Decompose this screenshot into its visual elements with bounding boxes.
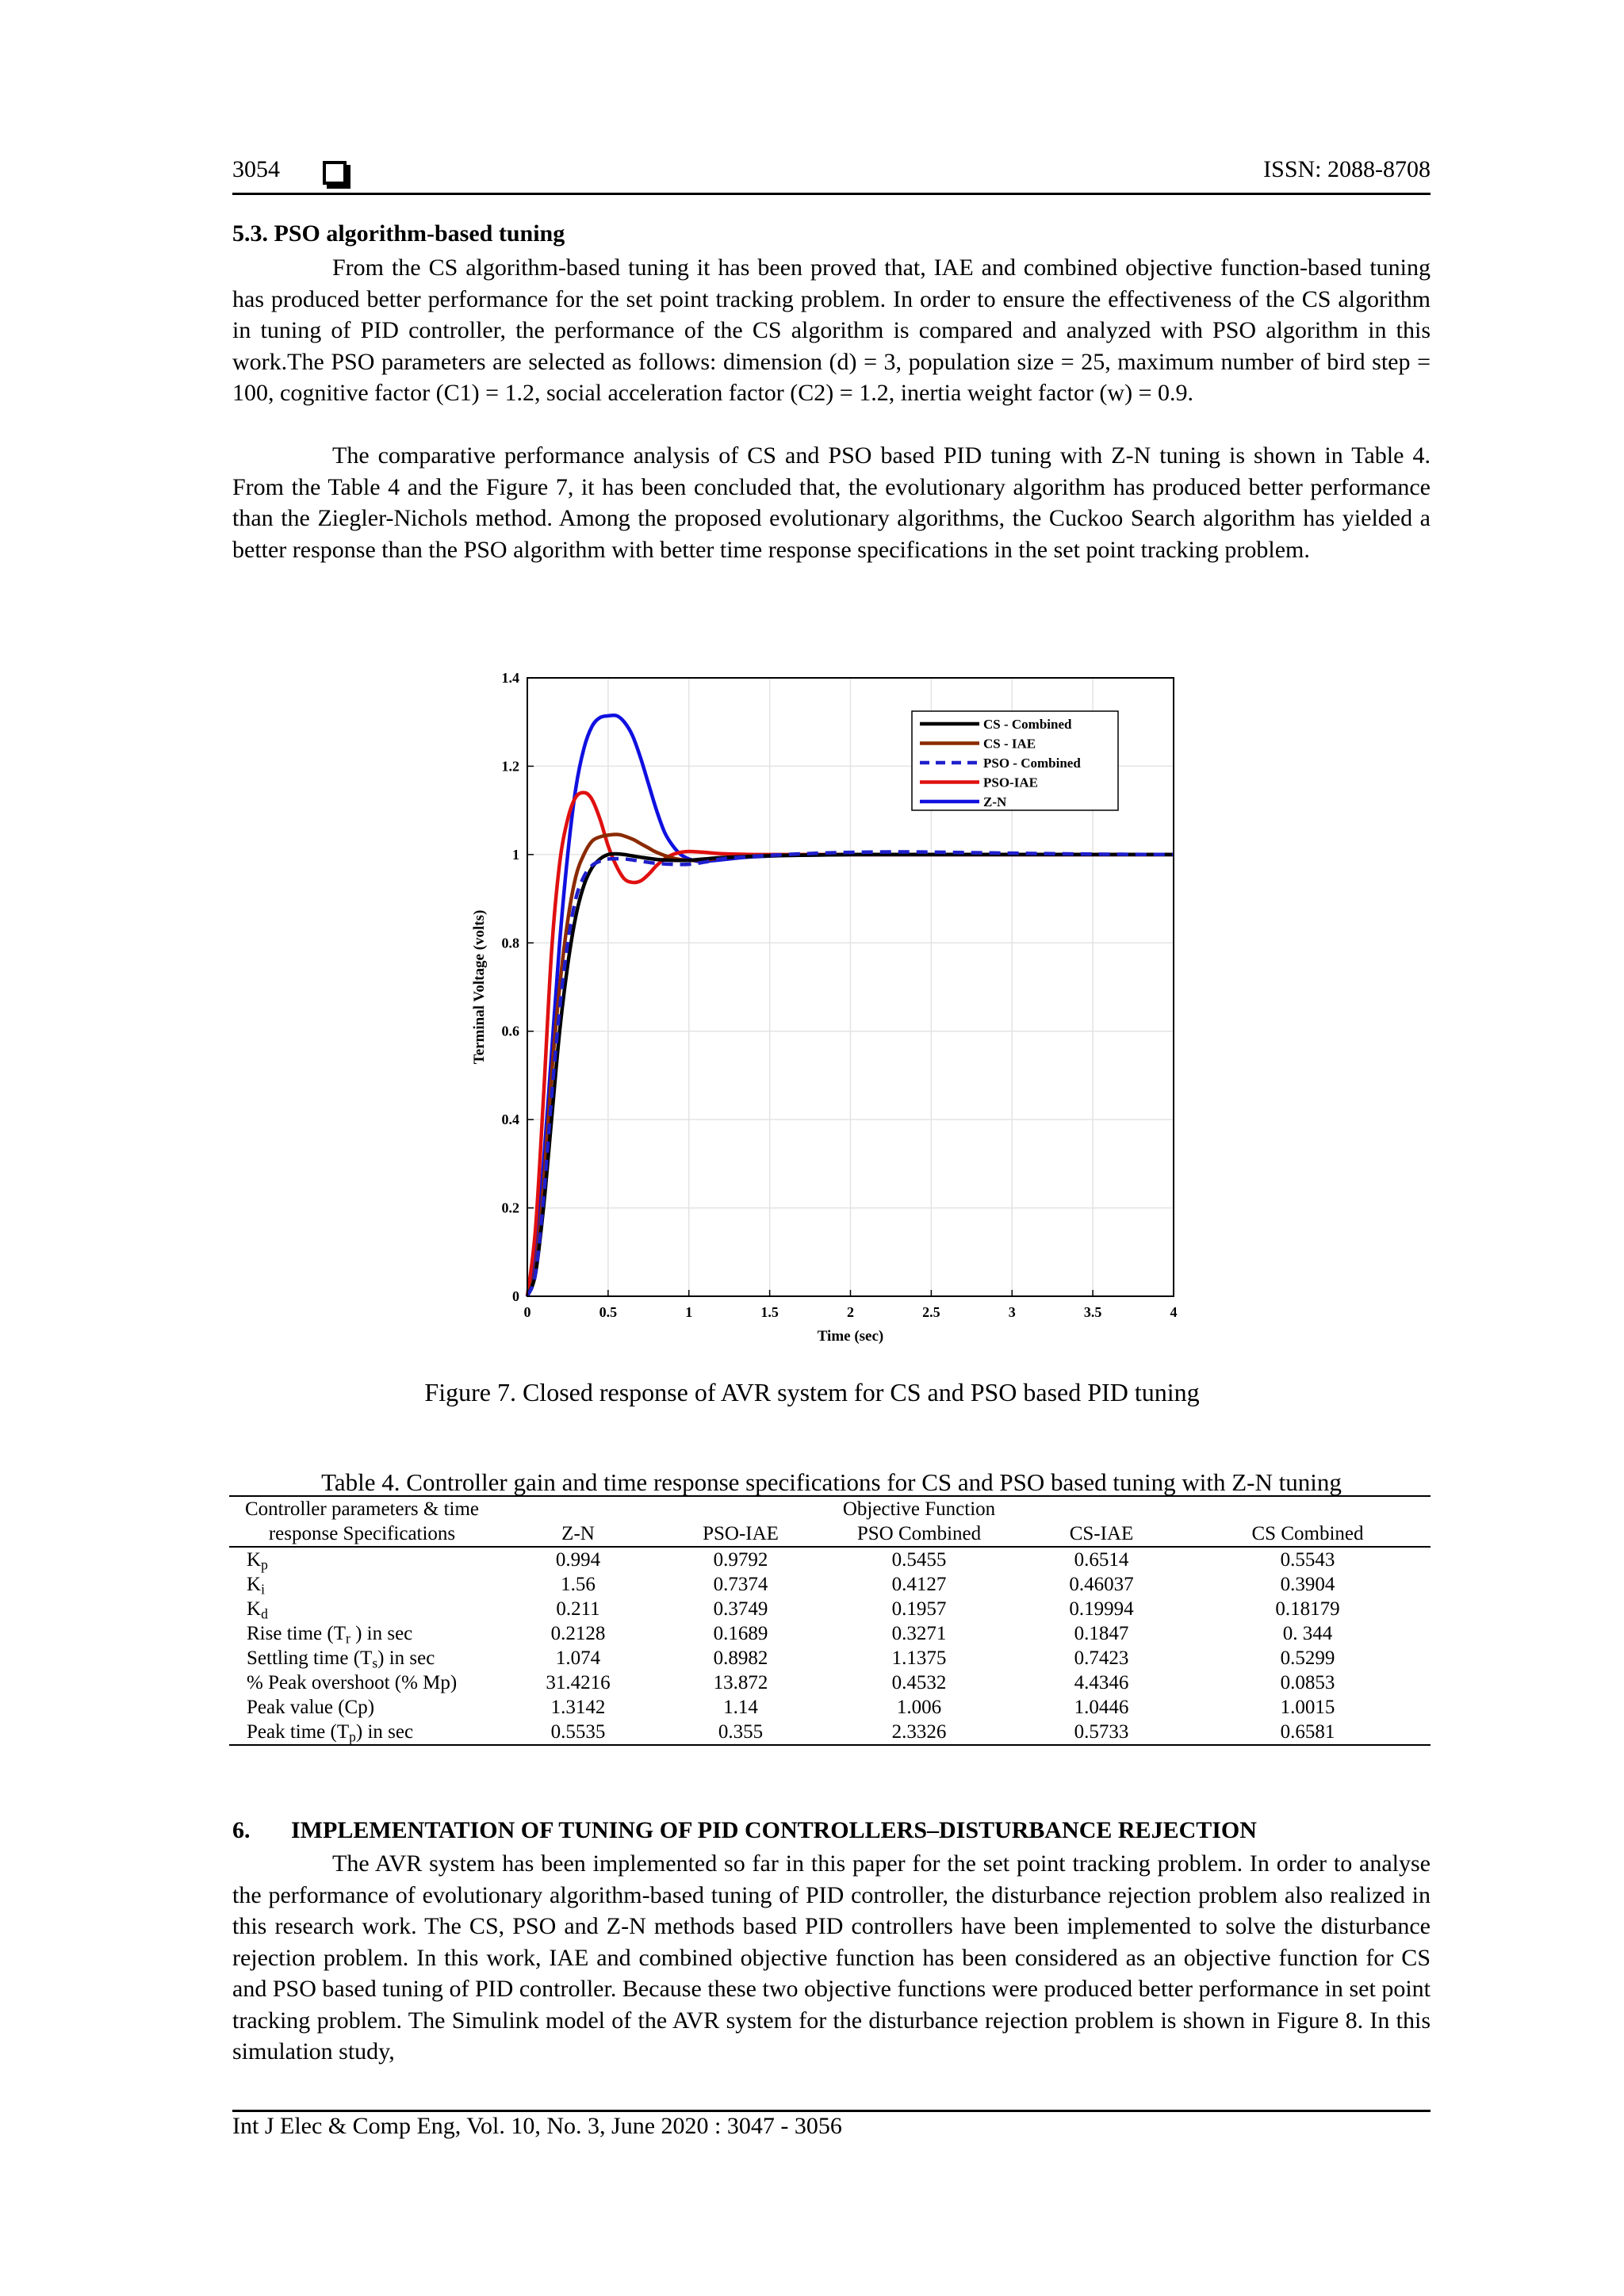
table-cell: 1.0015 — [1280, 1697, 1335, 1718]
row-label-text: % Peak overshoot (% Mp) — [247, 1672, 458, 1693]
table-cell: 0.18179 — [1275, 1598, 1340, 1620]
header-box-icon — [323, 161, 347, 185]
row-label-subscript: d — [261, 1605, 268, 1622]
table-cell: 1.1375 — [891, 1647, 947, 1669]
table-row-label — [229, 1670, 495, 1695]
table-cell: 2.3326 — [820, 1720, 1018, 1745]
footer-citation: Int J Elec & Comp Eng, Vol. 10, No. 3, June 2020 : 3047 - 3056 — [232, 2113, 842, 2139]
section-title-text: IMPLEMENTATION OF TUNING OF PID CONTROLLERS–DISTURBANCE REJECTION — [291, 1817, 1257, 1843]
table-cell: 0.355 — [661, 1720, 820, 1745]
page-number: 3054 — [232, 156, 280, 182]
legend-label: CS - Combined — [983, 717, 1072, 732]
x-tick-label: 1.5 — [760, 1304, 779, 1320]
legend-label: CS - IAE — [983, 736, 1036, 752]
legend-label: Z-N — [983, 794, 1007, 809]
figure-7-chart — [444, 658, 1205, 1356]
table-cell: 0.5455 — [891, 1549, 947, 1571]
x-tick-label: 3.5 — [1083, 1304, 1102, 1320]
y-tick-label: 0 — [512, 1288, 519, 1304]
table-cell: 0.19994 — [1069, 1598, 1134, 1620]
table-col-header: CS Combined — [1185, 1521, 1431, 1547]
figure-7-caption: Figure 7. Closed response of AVR system for CS and PSO based PID tuning — [424, 1378, 1200, 1406]
table-cell: 0.3904 — [1280, 1574, 1335, 1595]
table-row — [229, 1621, 1431, 1646]
table-col-header: PSO Combined — [820, 1521, 1018, 1547]
paragraph-6-1 — [232, 1848, 1431, 2068]
y-tick-label: 0.6 — [501, 1023, 519, 1039]
paragraph-5-3-1 — [232, 252, 1431, 409]
table-row-label — [229, 1720, 495, 1745]
x-tick-label: 1 — [685, 1304, 693, 1320]
row-label-subscript: p — [261, 1556, 268, 1573]
table-cell: 1.56 — [561, 1574, 596, 1595]
table-col-header: CS-IAE — [1018, 1521, 1185, 1547]
y-tick-label: 0.8 — [501, 935, 519, 951]
table-cell: 0.7374 — [713, 1574, 768, 1595]
row-label-text: K — [247, 1549, 262, 1571]
x-axis-label: Time (sec) — [817, 1328, 884, 1345]
x-tick-label: 3 — [1008, 1304, 1016, 1320]
row-label-subscript: r — [345, 1630, 350, 1647]
table-row-label — [229, 1646, 495, 1670]
table-cell: 0.3271 — [891, 1623, 947, 1644]
table-cell: 0.46037 — [1069, 1574, 1134, 1595]
table-col-header: Z-N — [495, 1521, 661, 1547]
section-number: 6. — [232, 1817, 251, 1843]
y-tick-label: 0.2 — [501, 1200, 519, 1216]
table-cell: 0.6581 — [1185, 1720, 1431, 1745]
table-row — [229, 1670, 1431, 1695]
row-label-subscript: p — [349, 1728, 356, 1745]
table-cell: 0.3749 — [713, 1598, 768, 1620]
y-tick-label: 0.4 — [501, 1112, 519, 1128]
row-label-subscript: s — [372, 1655, 378, 1671]
table-cell: 0.211 — [556, 1598, 600, 1620]
paragraph-text: The comparative performance analysis of CS and PSO based PID tuning with Z-N tuning is shown in Table 4. From the Table 4 and the Figure 7, it has been concluded that, the evolutionary algorithm has produced better performance than the Ziegler-Nichols method. Among the proposed evolutionary algorithms, the Cuckoo Search algorithm has yielded a better response than the PSO algorithm with better time response specifications in the set point tracking problem. — [232, 442, 1431, 563]
paragraph-text: The AVR system has been implemented so far in this paper for the set point tracking problem. In order to analyse the performance of evolutionary algorithm-based tuning of PID controller, the disturbance rejection problem also realized in this research work. The CS, PSO and Z-N methods based PID controllers have been implemented to solve the disturbance rejection problem. In this work, IAE and combined objective function has been considered as an objective function for CS and PSO based tuning of PID controller. Because these two objective functions were produced better performance in set point tracking problem. The Simulink model of the AVR system for the disturbance rejection problem is shown in Figure 8. In this simulation study, — [232, 1850, 1431, 2064]
table-row-label — [229, 1597, 495, 1621]
table-cell: 1.3142 — [550, 1697, 606, 1718]
y-tick-label: 1 — [512, 846, 519, 863]
table-cell: 0.5299 — [1280, 1647, 1335, 1669]
footer-rule — [232, 2110, 1431, 2112]
table-cell: 13.872 — [713, 1672, 768, 1693]
table-cell: 0.9792 — [713, 1549, 768, 1571]
row-label-text: Peak value (Cp) — [247, 1697, 375, 1718]
table-cell: 0.5733 — [1018, 1720, 1185, 1745]
x-tick-label: 4 — [1170, 1304, 1178, 1320]
row-label-text: Rise time (T — [247, 1623, 346, 1644]
table-cell: 0. 344 — [1282, 1623, 1333, 1644]
table-row — [229, 1695, 1431, 1720]
table-cell: 0.1689 — [713, 1623, 768, 1644]
table-row-label — [229, 1621, 495, 1646]
table-cell: 0.5535 — [495, 1720, 661, 1745]
section-title-6 — [232, 1817, 1257, 1844]
table-cell: 31.4216 — [546, 1672, 611, 1693]
table-cell: 4.4346 — [1074, 1672, 1129, 1693]
x-tick-label: 0.5 — [599, 1304, 618, 1320]
table-cell: 0.4532 — [891, 1672, 947, 1693]
x-tick-label: 0 — [523, 1304, 531, 1320]
table-cell: 1.14 — [723, 1697, 758, 1718]
y-tick-label: 1.4 — [501, 670, 519, 686]
y-axis-label: Terminal Voltage (volts) — [471, 909, 488, 1065]
table-4-caption: Table 4. Controller gain and time response specifications for CS and PSO based tuning with Z-N tuning — [321, 1468, 1342, 1496]
table-cell: 0.994 — [555, 1549, 601, 1571]
table-cell: 0.4127 — [891, 1574, 947, 1595]
table-col-header: PSO-IAE — [661, 1521, 820, 1547]
table-cell: 1.074 — [555, 1647, 601, 1669]
table-cell: 0.6514 — [1074, 1549, 1129, 1571]
row-label-text: K — [247, 1598, 262, 1620]
table-cell: 1.006 — [896, 1697, 942, 1718]
x-tick-label: 2.5 — [922, 1304, 940, 1320]
row-label-text: Settling time (T — [247, 1647, 373, 1669]
paragraph-5-3-2 — [232, 440, 1431, 565]
header-rule — [232, 193, 1431, 195]
table-row — [229, 1720, 1431, 1745]
row-label-subscript: i — [261, 1581, 265, 1598]
row-label-suffix: ) in sec — [355, 1721, 414, 1743]
table-cell: 0.7423 — [1074, 1647, 1129, 1669]
table-cell: 0.5543 — [1280, 1549, 1335, 1571]
table-cell: 0.2128 — [550, 1623, 606, 1644]
table-header-spec-line1: Controller parameters & time — [229, 1496, 495, 1521]
section-title-5-3: 5.3. PSO algorithm-based tuning — [232, 220, 565, 247]
table-4 — [229, 1495, 1431, 1746]
issn: ISSN: 2088-8708 — [1263, 156, 1431, 182]
row-label-suffix: ) in sec — [350, 1623, 413, 1644]
table-cell: 0.1847 — [1074, 1623, 1129, 1644]
table-row — [229, 1646, 1431, 1670]
table-row-label — [229, 1572, 495, 1597]
x-tick-label: 2 — [847, 1304, 854, 1320]
row-label-text: Peak time (T — [247, 1721, 350, 1743]
table-row — [229, 1547, 1431, 1572]
row-label-suffix: ) in sec — [377, 1647, 435, 1669]
table-cell: 0.1957 — [891, 1598, 947, 1620]
table-header-spec-line2: response Specifications — [229, 1521, 495, 1547]
table-row — [229, 1572, 1431, 1597]
table-cell: 1.0446 — [1074, 1697, 1129, 1718]
paragraph-text: From the CS algorithm-based tuning it has been proved that, IAE and combined objective function-based tuning has produced better performance for the set point tracking problem. In order to ensure the effectiveness of the CS algorithm in tuning of PID controller, the performance of the CS algorithm is compared and analyzed with PSO algorithm in this work.The PSO parameters are selected as follows: dimension (d) = 3, population size = 25, maximum number of bird step = 100, cognitive factor (C1) = 1.2, social acceleration factor (C2) = 1.2, inertia weight factor (w) = 0.9. — [232, 254, 1431, 406]
table-cell: 0.8982 — [713, 1647, 768, 1669]
legend-label: PSO - Combined — [983, 756, 1081, 771]
y-tick-label: 1.2 — [501, 758, 519, 775]
row-label-text: K — [247, 1574, 262, 1595]
table-row-label — [229, 1547, 495, 1572]
legend-label: PSO-IAE — [983, 775, 1038, 790]
table-row — [229, 1597, 1431, 1621]
table-header-group: Objective Function — [820, 1496, 1018, 1521]
table-cell: 0.0853 — [1280, 1672, 1335, 1693]
table-row-label — [229, 1695, 495, 1720]
